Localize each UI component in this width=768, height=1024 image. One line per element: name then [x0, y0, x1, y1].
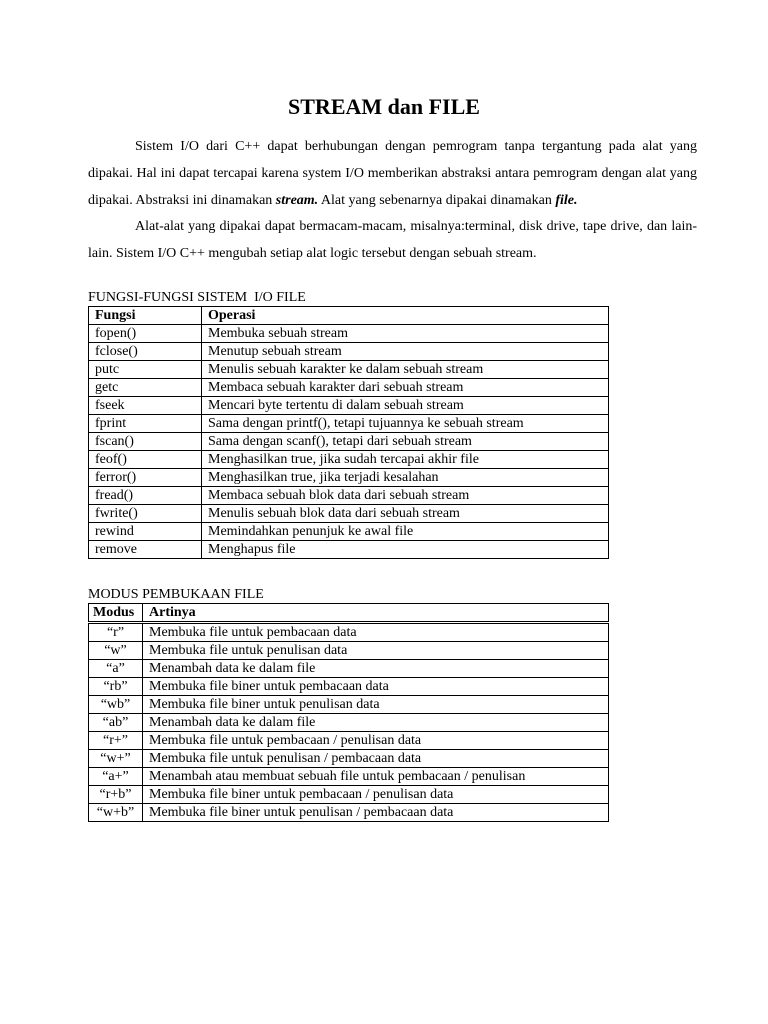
table-row [89, 361, 609, 379]
column-header-fungsi: Fungsi [89, 307, 202, 325]
table-row [89, 505, 609, 523]
table-row [89, 642, 609, 660]
table-cell-key: fread() [89, 487, 202, 505]
table-row [89, 523, 609, 541]
table-cell-description: Membaca sebuah blok data dari sebuah stream [202, 487, 609, 505]
table-row [89, 804, 609, 822]
table-cell-description: Membuka file biner untuk penulisan / pembacaan data [143, 804, 609, 822]
table-cell-description: Membuka file untuk pembacaan data [143, 623, 609, 642]
table-row [89, 433, 609, 451]
table-cell-description: Menghasilkan true, jika terjadi kesalahan [202, 469, 609, 487]
fungsi-table-caption: FUNGSI-FUNGSI SISTEM I/O FILE [88, 290, 306, 305]
term-file: file. [555, 193, 578, 208]
table-cell-description: Menghasilkan true, jika sudah tercapai akhir file [202, 451, 609, 469]
table-cell-description: Membuka file untuk penulisan data [143, 642, 609, 660]
table-row [89, 678, 609, 696]
table-cell-description: Membaca sebuah karakter dari sebuah stream [202, 379, 609, 397]
table-cell-description: Menambah data ke dalam file [143, 714, 609, 732]
table-cell-key: fprint [89, 415, 202, 433]
column-header-modus: Modus [89, 604, 143, 623]
table-cell-key: “w+” [89, 750, 143, 768]
table-cell-description: Membuka file biner untuk pembacaan / penulisan data [143, 786, 609, 804]
table-header-row [89, 307, 609, 325]
table-cell-key: rewind [89, 523, 202, 541]
modus-table-caption: MODUS PEMBUKAAN FILE [88, 587, 264, 602]
table-cell-description: Membuka sebuah stream [202, 325, 609, 343]
table-cell-description: Memindahkan penunjuk ke awal file [202, 523, 609, 541]
table-cell-key: “r+” [89, 732, 143, 750]
table-row [89, 325, 609, 343]
table-cell-key: fwrite() [89, 505, 202, 523]
table-cell-key: “w+b” [89, 804, 143, 822]
column-header-operasi: Operasi [202, 307, 609, 325]
table-row [89, 768, 609, 786]
table-cell-key: ferror() [89, 469, 202, 487]
table-row [89, 415, 609, 433]
table-cell-key: fopen() [89, 325, 202, 343]
table-cell-description: Membuka file biner untuk penulisan data [143, 696, 609, 714]
table-row [89, 696, 609, 714]
table-row [89, 541, 609, 559]
table-cell-key: remove [89, 541, 202, 559]
column-header-artinya: Artinya [143, 604, 609, 623]
modus-table [88, 603, 609, 822]
table-cell-description: Menulis sebuah blok data dari sebuah stream [202, 505, 609, 523]
table-cell-description: Sama dengan printf(), tetapi tujuannya ke sebuah stream [202, 415, 609, 433]
table-cell-description: Membuka file untuk pembacaan / penulisan data [143, 732, 609, 750]
table-row [89, 786, 609, 804]
table-header-row [89, 604, 609, 623]
table-cell-description: Menambah data ke dalam file [143, 660, 609, 678]
table-cell-description: Mencari byte tertentu di dalam sebuah stream [202, 397, 609, 415]
page-title: STREAM dan FILE [288, 94, 480, 119]
table-cell-description: Sama dengan scanf(), tetapi dari sebuah stream [202, 433, 609, 451]
table-cell-description: Menghapus file [202, 541, 609, 559]
modus-table-body [89, 623, 609, 822]
table-cell-description: Menutup sebuah stream [202, 343, 609, 361]
table-row [89, 343, 609, 361]
table-cell-key: “wb” [89, 696, 143, 714]
table-row [89, 469, 609, 487]
fungsi-table-body [89, 325, 609, 559]
table-cell-key: “ab” [89, 714, 143, 732]
table-cell-key: fclose() [89, 343, 202, 361]
table-cell-key: feof() [89, 451, 202, 469]
table-cell-description: Membuka file untuk penulisan / pembacaan data [143, 750, 609, 768]
table-cell-key: “r” [89, 623, 143, 642]
table-cell-key: fseek [89, 397, 202, 415]
fungsi-table [88, 306, 609, 559]
table-row [89, 732, 609, 750]
table-cell-key: getc [89, 379, 202, 397]
term-stream: stream. [275, 193, 319, 208]
table-row [89, 714, 609, 732]
table-cell-key: “a” [89, 660, 143, 678]
devices-paragraph: Alat-alat yang dipakai dapat bermacam-macam, misalnya:terminal, disk drive, tape drive, dan lain-lain. Sistem I/O C++ mengubah setiap alat logic tersebut dengan sebuah stream. [88, 219, 697, 261]
table-cell-key: putc [89, 361, 202, 379]
table-row [89, 623, 609, 642]
table-cell-description: Menambah atau membuat sebuah file untuk pembacaan / penulisan [143, 768, 609, 786]
table-row [89, 451, 609, 469]
table-row [89, 487, 609, 505]
table-cell-key: “a+” [89, 768, 143, 786]
table-row [89, 397, 609, 415]
table-cell-description: Membuka file biner untuk pembacaan data [143, 678, 609, 696]
table-cell-key: fscan() [89, 433, 202, 451]
table-cell-key: “rb” [89, 678, 143, 696]
intro-text-a: Sistem I/O dari C++ dapat berhubungan dengan pemrogram tanpa tergantung pada alat yang dipakai. Hal ini dapat tercapai karena system I/O memberikan abstraksi antara pemrogram dengan alat yang dipakai. Abstraksi ini dinamakan [88, 139, 697, 208]
table-cell-key: “r+b” [89, 786, 143, 804]
table-row [89, 750, 609, 768]
intro-text-b: Alat yang sebenarnya dipakai dinamakan [318, 193, 556, 208]
intro-paragraph [88, 133, 697, 214]
table-row [89, 379, 609, 397]
table-row [89, 660, 609, 678]
table-cell-description: Menulis sebuah karakter ke dalam sebuah stream [202, 361, 609, 379]
table-cell-key: “w” [89, 642, 143, 660]
